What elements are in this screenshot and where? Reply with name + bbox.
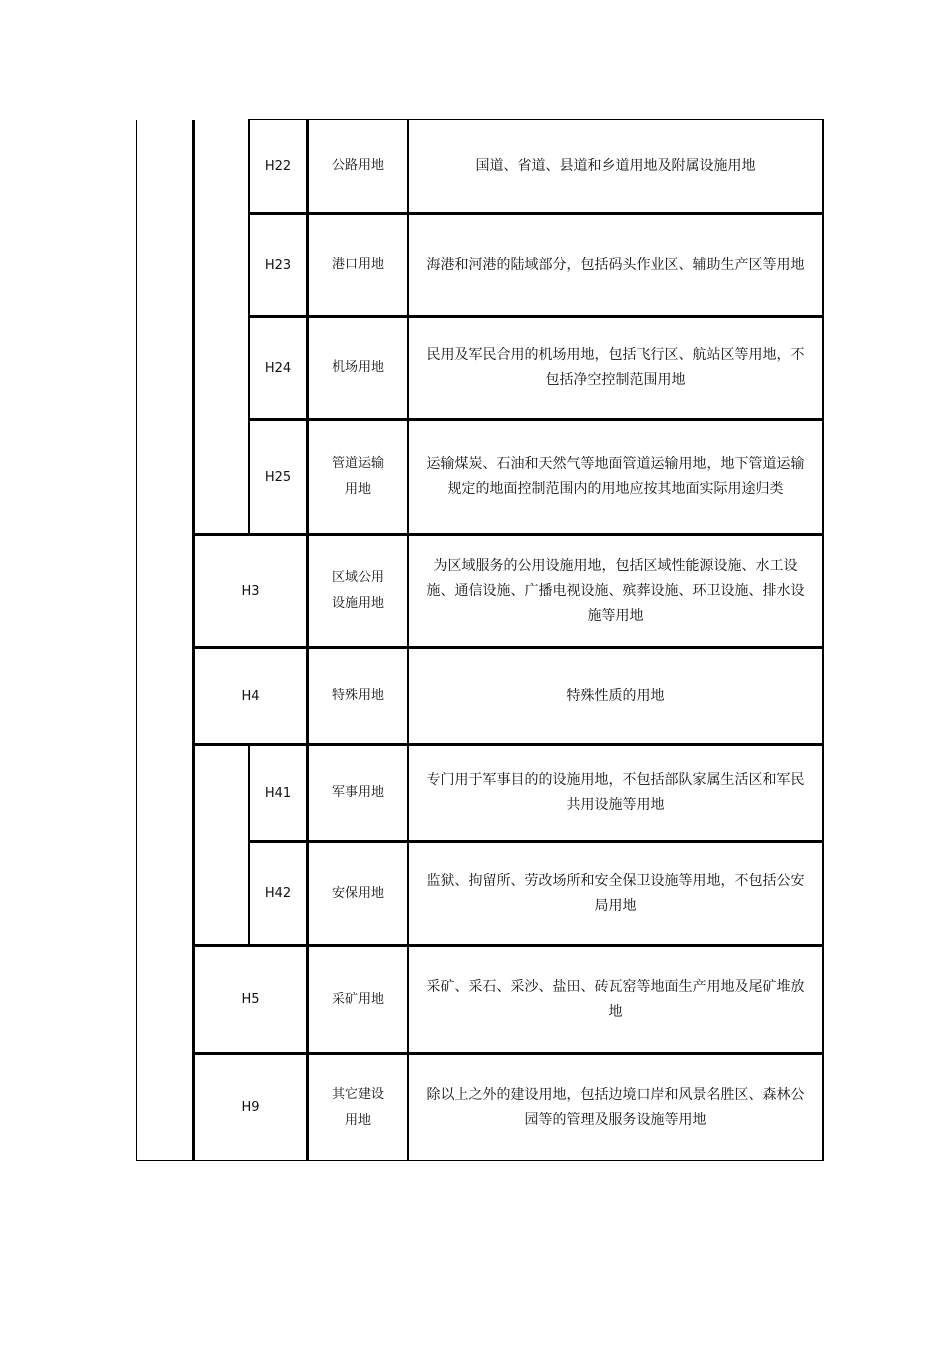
description-cell: 专门用于军事目的的设施用地，不包括部队家属生活区和军民共用设施等用地 bbox=[426, 772, 805, 813]
description-cell: 国道、省道、县道和乡道用地及附属设施用地 bbox=[475, 157, 756, 174]
description-cell: 采矿、采石、采沙、盐田、砖瓦窑等地面生产用地及尾矿堆放地 bbox=[426, 978, 805, 1020]
code-cell: H25 bbox=[264, 469, 292, 485]
description-cell: 监狱、拘留所、劳改场所和安全保卫设施等用地，不包括公安局用地 bbox=[426, 872, 805, 914]
code-cell: H3 bbox=[241, 583, 260, 599]
table-border-right bbox=[822, 120, 824, 1161]
code-cell: H22 bbox=[264, 158, 292, 174]
description-cell: 为区域服务的公用设施用地，包括区域性能源设施、水工设施、通信设施、广播电视设施、殡葬设施、环卫设施、排水设施等用地 bbox=[426, 557, 805, 624]
name-cell: 公路用地 bbox=[331, 158, 384, 173]
description-cell: 民用及军民合用的机场用地，包括飞行区、航站区等用地，不包括净空控制范围用地 bbox=[426, 347, 805, 388]
name-cell: 军事用地 bbox=[331, 785, 384, 800]
code-cell: H23 bbox=[264, 257, 292, 273]
description-cell: 除以上之外的建设用地，包括边境口岸和风景名胜区、森林公园等的管理及服务设施等用地 bbox=[426, 1086, 805, 1128]
table-border-bottom bbox=[136, 1160, 824, 1161]
name-cell: 特殊用地 bbox=[331, 688, 384, 703]
name-cell: 其它建设用地 bbox=[331, 1086, 384, 1128]
code-cell: H4 bbox=[241, 688, 260, 704]
description-cell: 海港和河港的陆域部分，包括码头作业区、辅助生产区等用地 bbox=[426, 256, 805, 273]
name-cell: 机场用地 bbox=[331, 360, 384, 375]
code-cell: H41 bbox=[264, 785, 292, 801]
description-cell: 运输煤炭、石油和天然气等地面管道运输用地，地下管道运输规定的地面控制范围内的用地应按其地面实际用途归类 bbox=[426, 456, 805, 497]
name-cell: 港口用地 bbox=[331, 257, 384, 272]
code-cell: H42 bbox=[264, 886, 292, 901]
name-cell: 管道运输用地 bbox=[331, 456, 384, 497]
table-border-left bbox=[136, 120, 137, 1161]
code-cell: H24 bbox=[264, 360, 292, 376]
name-cell: 安保用地 bbox=[331, 885, 384, 901]
name-cell: 区域公用设施用地 bbox=[331, 570, 384, 611]
code-cell: H5 bbox=[241, 992, 260, 1007]
code-cell: H9 bbox=[241, 1100, 260, 1115]
description-cell: 特殊性质的用地 bbox=[566, 687, 665, 704]
name-cell: 采矿用地 bbox=[331, 991, 384, 1007]
